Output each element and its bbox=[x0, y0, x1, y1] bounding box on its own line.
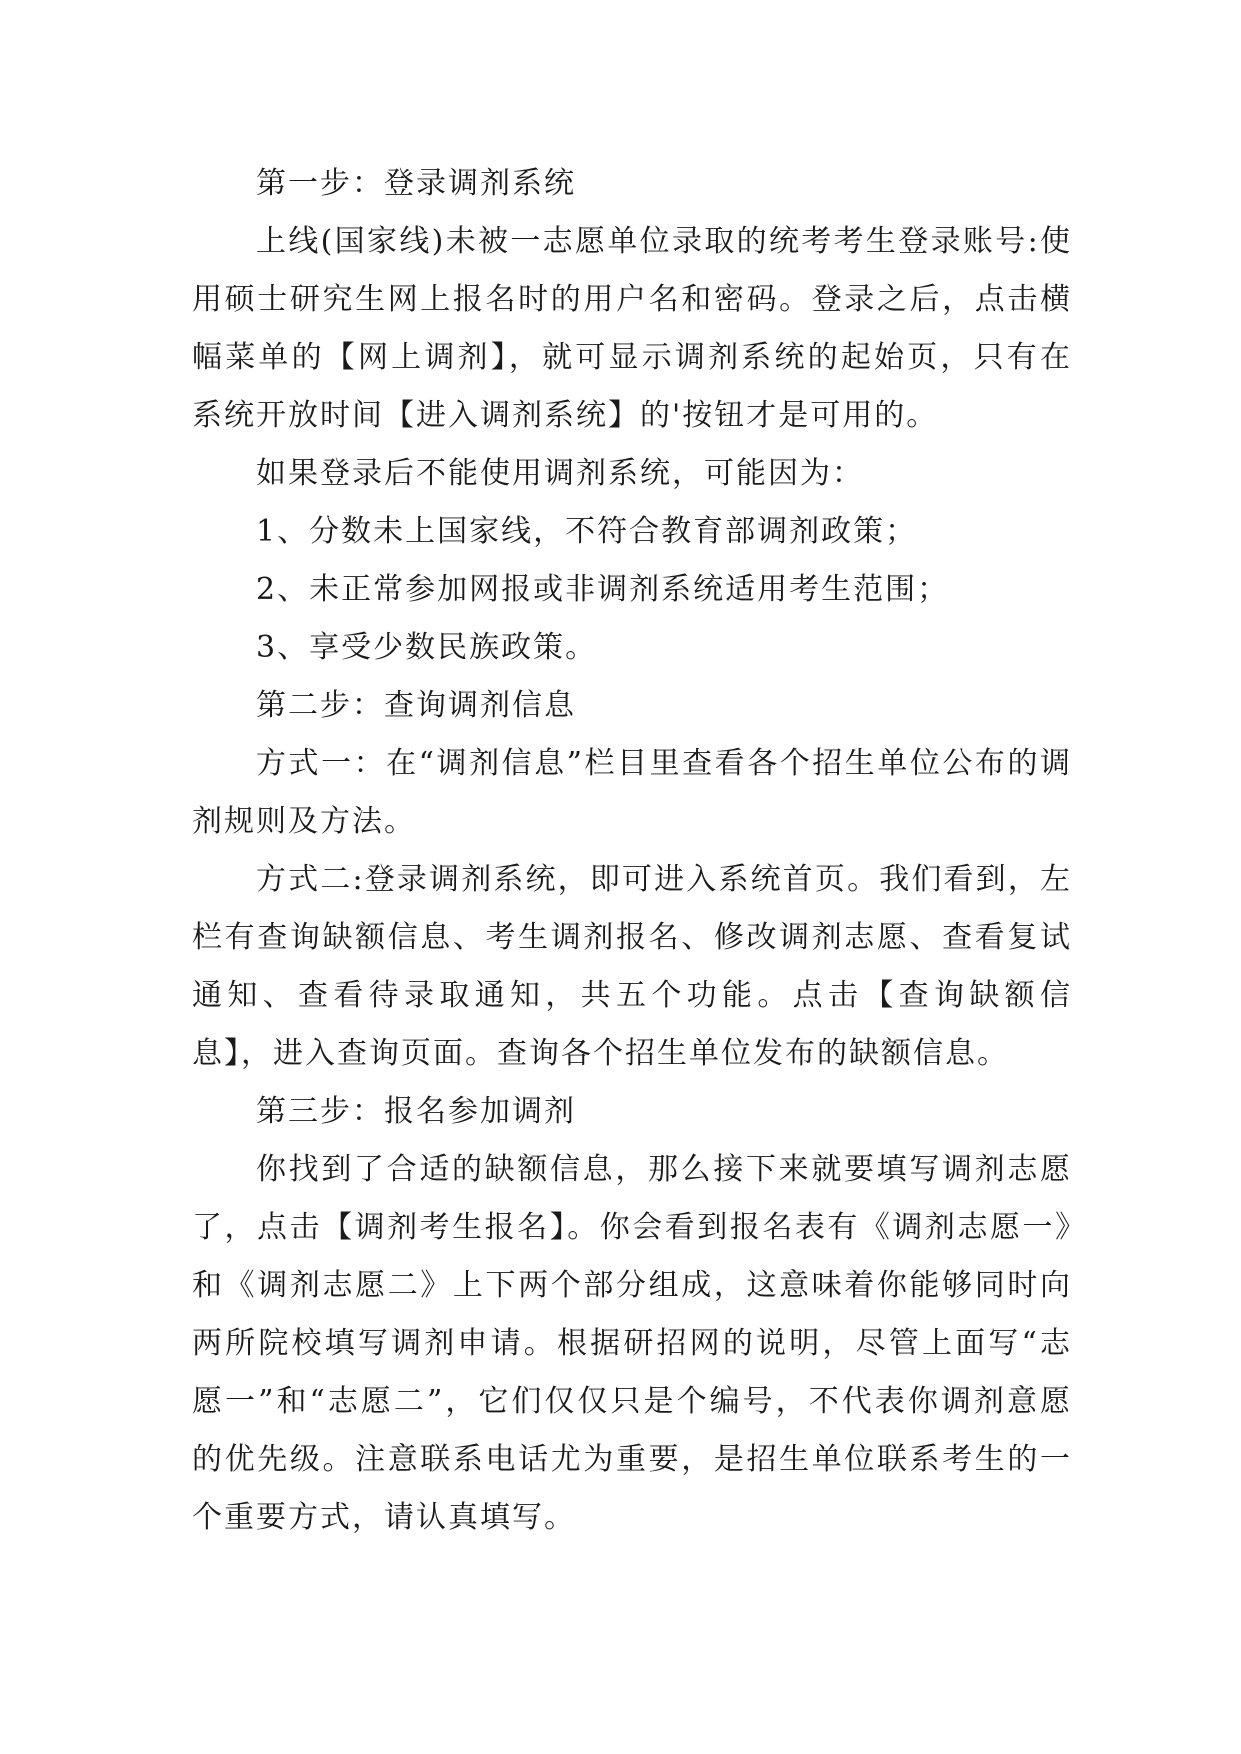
document-body bbox=[192, 155, 1072, 1547]
failure-reason-1: 1、分数未上国家线，不符合教育部调剂政策； bbox=[256, 514, 918, 549]
login-instructions-paragraph: 上线(国家线)未被一志愿单位录取的统考考生登录账号:使用硕士研究生网上报名时的用户名和密码。登录之后，点击横幅菜单的【网上调剂】，就可显示调剂系统的起始页，只有在系统开放时间【进入调剂系统】的'按钮才是可用的。 bbox=[192, 224, 1072, 433]
failure-reason-3: 3、享受少数民族政策。 bbox=[256, 630, 598, 665]
method-one-paragraph: 方式一：在“调剂信息”栏目里查看各个招生单位公布的调剂规则及方法。 bbox=[192, 746, 1072, 839]
step-three-heading: 第三步：报名参加调剂 bbox=[256, 1094, 576, 1129]
step-two-heading: 第二步：查询调剂信息 bbox=[256, 688, 576, 723]
application-paragraph: 你找到了合适的缺额信息，那么接下来就要填写调剂志愿了，点击【调剂考生报名】。你会看到报名表有《调剂志愿一》和《调剂志愿二》上下两个部分组成，这意味着你能够同时向两所院校填写调剂申请。根据研招网的说明，尽管上面写“志愿一”和“志愿二”，它们仅仅只是个编号，不代表你调剂意愿的优先级。注意联系电话尤为重要，是招生单位联系考生的一个重要方式，请认真填写。 bbox=[192, 1152, 1072, 1535]
step-one-heading: 第一步：登录调剂系统 bbox=[256, 166, 576, 201]
login-failure-intro: 如果登录后不能使用调剂系统，可能因为： bbox=[256, 456, 864, 491]
method-two-paragraph: 方式二:登录调剂系统，即可进入系统首页。我们看到，左栏有查询缺额信息、考生调剂报名、修改调剂志愿、查看复试通知、查看待录取通知，共五个功能。点击【查询缺额信息】，进入查询页面。查询各个招生单位发布的缺额信息。 bbox=[192, 862, 1072, 1071]
failure-reason-2: 2、未正常参加网报或非调剂系统适用考生范围； bbox=[256, 572, 950, 607]
